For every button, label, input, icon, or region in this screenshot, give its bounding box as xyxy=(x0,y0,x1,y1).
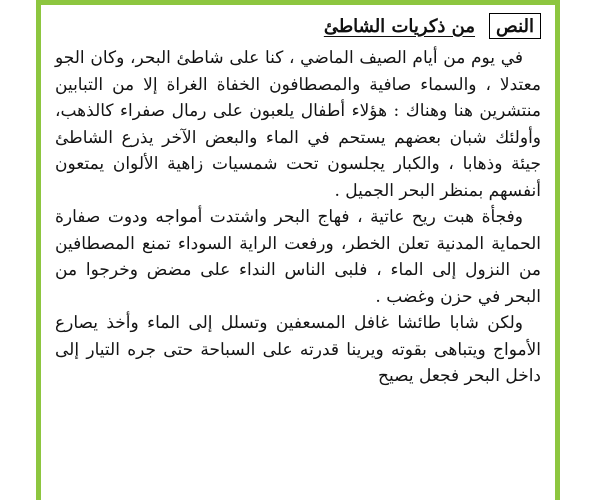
paragraph-3: ولكن شابا طائشا غافل المسعفين وتسلل إلى الماء وأخذ يصارع الأمواج ويتباهى بقوته ويرينا قدرته على السباحة حتى جره التيار إلى داخل البحر فجعل يصيح xyxy=(55,313,541,386)
text-label-box xyxy=(489,13,541,39)
paragraph-1: في يوم من أيام الصيف الماضي ، كنا على شاطئ البحر، وكان الجو معتدلا ، والسماء صافية والمصطافون الخفاة الغراة إلا من التبابين منتشرين هنا وهناك : هؤلاء أطفال يلعبون على رمال صفراء كالذهب، وأولئك شبان بعضهم يستحم في الماء والبعض الآخر يذرع الشاطئ جيئة وذهابا ، والكبار يجلسون تحت شمسيات زاهية الألوان يمتعون أنفسهم بمنظر البحر الجميل . xyxy=(55,48,541,201)
text-body xyxy=(55,45,541,390)
header xyxy=(55,11,541,41)
page-title: من ذكريات الشاطئ xyxy=(323,15,476,37)
paragraph-2: وفجأة هبت ريح عاتية ، فهاج البحر واشتدت أمواجه ودوت صفارة الحماية المدنية تعلن الخطر، ورفعت الراية السوداء تمنع المصطافين من النزول إلى الماء ، فلبى الناس النداء على مضض وخرجوا من البحر في حزن وغضب . xyxy=(55,207,541,307)
text-frame xyxy=(36,0,560,500)
text-label: النص xyxy=(496,15,534,37)
